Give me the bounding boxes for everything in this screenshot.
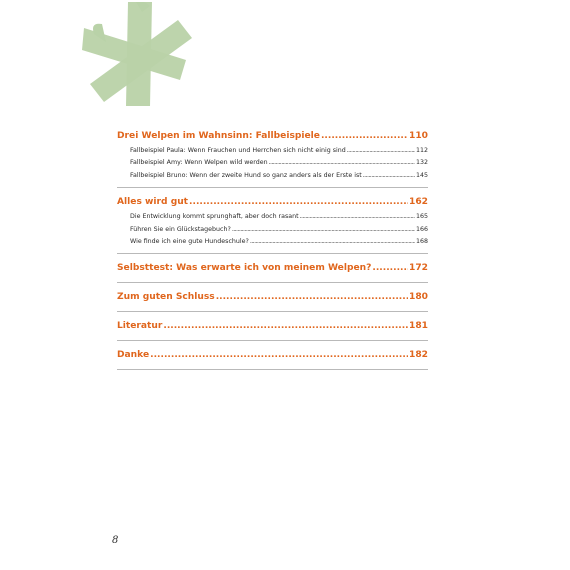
toc-section-fallbeispiele <box>117 128 428 188</box>
leader-dots <box>216 289 408 306</box>
page-number: 8 <box>112 535 119 546</box>
leader-dots <box>372 260 408 277</box>
leader-dots <box>250 236 415 248</box>
toc-entry-title: Wie finde ich eine gute Hundeschule? <box>130 237 249 245</box>
toc-entry-page: 172 <box>409 263 428 274</box>
toc-entry-title: Drei Welpen im Wahnsinn: Fallbeispiele <box>117 131 320 141</box>
toc-section-alles-wird-gut <box>117 194 428 254</box>
toc-entry-sub[interactable] <box>117 145 428 157</box>
leader-dots <box>163 318 408 335</box>
toc-entry-page: 181 <box>409 321 428 332</box>
toc-entry-main[interactable] <box>117 128 428 145</box>
leader-dots <box>300 211 415 223</box>
leader-dots <box>232 224 415 236</box>
toc-section-danke <box>117 347 428 370</box>
toc-entry-page: 180 <box>409 292 428 303</box>
leader-dots <box>150 347 408 364</box>
toc-entry-page: 162 <box>409 197 428 208</box>
toc-entry-title: Zum guten Schluss <box>117 292 215 303</box>
leader-dots <box>269 157 415 169</box>
toc-entry-page: 166 <box>415 225 428 233</box>
toc-entry-page: 165 <box>415 213 428 221</box>
toc-section-schluss <box>117 289 428 312</box>
leader-dots <box>189 194 408 211</box>
toc-entry-page: 110 <box>409 131 428 141</box>
toc-entry-title: Danke <box>117 350 150 361</box>
toc-entry-sub[interactable] <box>117 224 428 236</box>
toc-entry-title: Selbsttest: Was erwarte ich von meinem Welpen? <box>117 263 372 274</box>
toc-entry-page: 132 <box>415 159 428 167</box>
toc-entry-main[interactable] <box>117 260 428 277</box>
toc-section-selbsttest <box>117 260 428 283</box>
toc-entry-main[interactable] <box>117 318 428 335</box>
asterisk-star-icon <box>82 2 194 114</box>
toc-entry-main[interactable] <box>117 289 428 306</box>
toc-entry-title: Die Entwicklung kommt sprunghaft, aber doch rasant <box>130 213 299 221</box>
toc-entry-sub[interactable] <box>117 236 428 248</box>
toc-entry-main[interactable] <box>117 194 428 211</box>
toc-entry-page: 182 <box>409 350 428 361</box>
toc-entry-page: 112 <box>415 147 428 154</box>
toc-entry-sub[interactable] <box>117 170 428 182</box>
toc-entry-title: Fallbeispiel Paula: Wenn Frauchen und Herrchen sich nicht einig sind <box>130 147 346 154</box>
leader-dots <box>347 145 415 157</box>
toc-entry-sub[interactable] <box>117 211 428 223</box>
leader-dots <box>321 128 408 145</box>
toc-entry-title: Fallbeispiel Amy: Wenn Welpen wild werden <box>130 159 268 167</box>
toc-entry-title: Literatur <box>117 321 163 332</box>
toc-entry-title: Führen Sie ein Glückstagebuch? <box>130 225 231 233</box>
leader-dots <box>363 170 415 182</box>
toc-entry-title: Fallbeispiel Bruno: Wenn der zweite Hund so ganz anders als der Erste ist <box>130 171 362 179</box>
table-of-contents <box>117 128 428 376</box>
toc-section-literatur <box>117 318 428 341</box>
toc-entry-page: 145 <box>415 171 428 179</box>
toc-entry-sub[interactable] <box>117 157 428 169</box>
toc-entry-title: Alles wird gut <box>117 197 189 208</box>
toc-entry-main[interactable] <box>117 347 428 364</box>
toc-entry-page: 168 <box>415 237 428 245</box>
